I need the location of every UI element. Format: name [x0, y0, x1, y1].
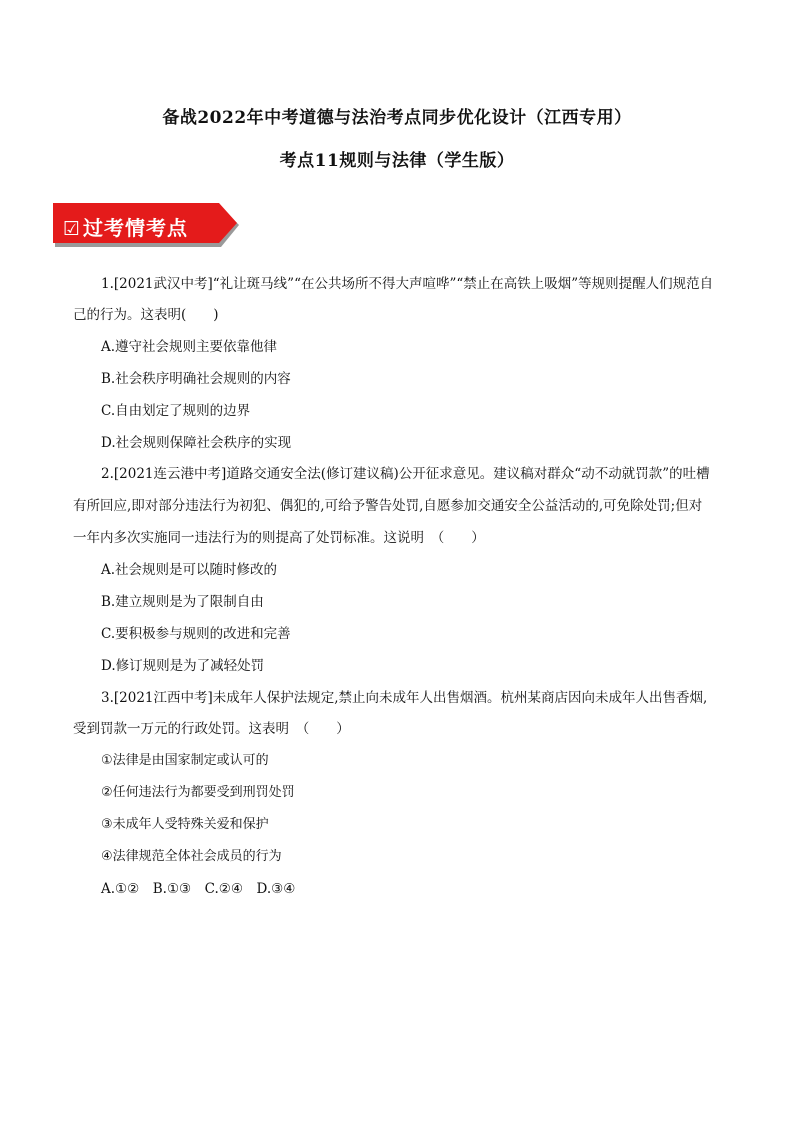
document-subtitle: 考点11规则与法律（学生版） [279, 151, 515, 171]
section-label: 过考情考点 [83, 216, 189, 240]
q1-stem-line-1: 1.[2021武汉中考]“礼让斑马线”“在公共场所不得大声喧哗”“禁止在高铁上吸烟”等规则提醒人们规范自 [101, 276, 714, 292]
document-title: 备战2022年中考道德与法治考点同步优化设计（江西专用） [162, 108, 632, 128]
checkbox-icon: ☑ [63, 218, 82, 240]
q2-option-c: C.要积极参与规则的改进和完善 [101, 626, 291, 642]
q2-option-a: A.社会规则是可以随时修改的 [101, 562, 278, 578]
q1-stem-line-2: 己的行为。这表明( ) [73, 307, 219, 323]
q3-stem-line-2: 受到罚款一万元的行政处罚。这表明 （ ） [73, 721, 350, 737]
section-title [63, 212, 188, 241]
q1-option-d: D.社会规则保障社会秩序的实现 [101, 435, 292, 451]
q3-item-3: ③未成年人受特殊关爱和保护 [101, 817, 269, 832]
q1-option-a: A.遵守社会规则主要依靠他律 [101, 339, 278, 355]
q3-item-1: ①法律是由国家制定或认可的 [101, 753, 269, 768]
q2-stem-line-3: 一年内多次实施同一违法行为的则提高了处罚标准。这说明 （ ） [73, 530, 485, 546]
q2-option-d: D.修订规则是为了减轻处罚 [101, 658, 265, 674]
q3-item-2: ②任何违法行为都要受到刑罚处罚 [101, 785, 295, 800]
q3-stem-line-1: 3.[2021江西中考]未成年人保护法规定,禁止向未成年人出售烟酒。杭州某商店因向未成年人出售香烟, [101, 690, 708, 706]
q3-item-4: ④法律规范全体社会成员的行为 [101, 849, 282, 864]
q2-option-b: B.建立规则是为了限制自由 [101, 594, 264, 610]
section-banner [53, 203, 241, 247]
q1-option-c: C.自由划定了规则的边界 [101, 403, 251, 419]
q2-stem-line-1: 2.[2021连云港中考]道路交通安全法(修订建议稿)公开征求意见。建议稿对群众“动不动就罚款”的吐槽 [101, 466, 710, 482]
q3-options: A.①② B.①③ C.②④ D.③④ [101, 881, 296, 897]
q2-stem-line-2: 有所回应,即对部分违法行为初犯、偶犯的,可给予警告处罚,自愿参加交通安全公益活动的,可免除处罚;但对 [73, 498, 703, 514]
q1-option-b: B.社会秩序明确社会规则的内容 [101, 371, 291, 387]
